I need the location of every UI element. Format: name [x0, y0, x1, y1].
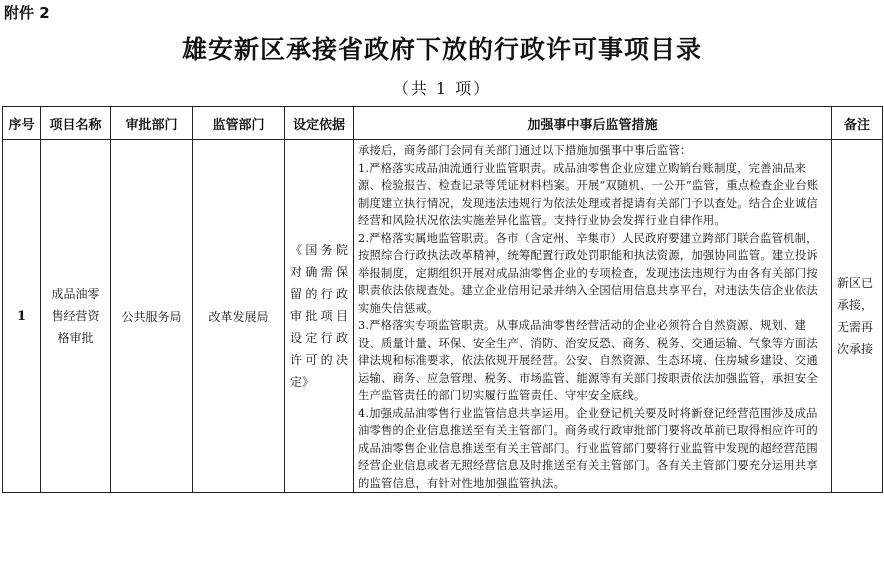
cell-seq: 1	[3, 140, 41, 493]
measures-intro: 承接后，商务部门会同有关部门通过以下措施加强事中事后监管：	[358, 144, 692, 157]
cell-approval-dept: 公共服务局	[111, 140, 193, 493]
header-approval-dept: 审批部门	[111, 107, 193, 140]
table-row	[3, 140, 883, 493]
cell-note: 新区已承接，无需再次承接	[832, 140, 883, 493]
header-note: 备注	[832, 107, 883, 140]
cell-measures	[354, 140, 832, 493]
header-seq: 序号	[3, 107, 41, 140]
license-table	[2, 106, 883, 493]
cell-item-name: 成品油零售经营资格审批	[41, 140, 111, 493]
measures-item-1: 1.严格落实成品油流通行业监管职责。成品油零售企业应建立购销台账制度，完善油品来源、检验报告、检查记录等凭证材料档案。开展“双随机、一公开”监管，重点检查企业台账制度建立执行情况，发现违法违规行为依法处理或者提请有关部门予以查处。结合企业诚信经营和风险状况依法实施差异化监管。支持行业协会发挥行业自律作用。	[358, 161, 819, 227]
table-header-row	[3, 107, 883, 140]
measures-item-2: 2.严格落实属地监管职责。各市（含定州、辛集市）人民政府要建立跨部门联合监管机制，按照综合行政执法改革精神，统筹配置行政处罚职能和执法资源，加强协同监管。建立投诉举报制度，定期组织开展对成品油零售企业的专项检查，发现违法违规行为由各有关部门按职责依法依规查处。建立企业信用记录并纳入全国信用信息共享平台，对违法失信企业依法实施失信惩戒。	[358, 231, 818, 315]
page-subtitle: （共 1 项）	[392, 79, 492, 98]
cell-supervision-dept: 改革发展局	[193, 140, 285, 493]
measures-item-4: 4.加强成品油零售行业监管信息共享运用。企业登记机关要及时将新登记经营范围涉及成品油零售的企业信息推送至有关主管部门。商务或行政审批部门要将改革前已取得相应许可的成品油零售企业信息推送至有关主管部门。行业监管部门要将行业监管中发现的超经营范围经营企业信息或者无照经营信息及时推送至有关主管部门。各有关主管部门要充分运用共享的监管信息，有针对性地加强监管执法。	[358, 406, 818, 490]
attachment-label: 附件 2	[4, 4, 50, 22]
header-supervision-dept: 监管部门	[193, 107, 285, 140]
header-basis: 设定依据	[285, 107, 354, 140]
page-title: 雄安新区承接省政府下放的行政许可事项目录	[181, 35, 702, 64]
header-item-name: 项目名称	[41, 107, 111, 140]
measures-item-3: 3.严格落实专项监管职责。从事成品油零售经营活动的企业必须符合自然资源、规划、建设、质量计量、环保、安全生产、消防、治安反恐、商务、税务、交通运输、气象等方面法律法规和标准要求，依法依规开展经营。公安、自然资源、生态环境、住房城乡建设、交通运输、商务、应急管理、税务、市场监管、能源等有关部门按职责依法加强监管，承担安全生产监管责任的部门切实履行监管责任、守牢安全底线。	[358, 319, 818, 402]
cell-basis: 《国务院对确需保留的行政审批项目设定行政许可的决定》	[285, 140, 354, 493]
header-measures: 加强事中事后监管措施	[354, 107, 832, 140]
